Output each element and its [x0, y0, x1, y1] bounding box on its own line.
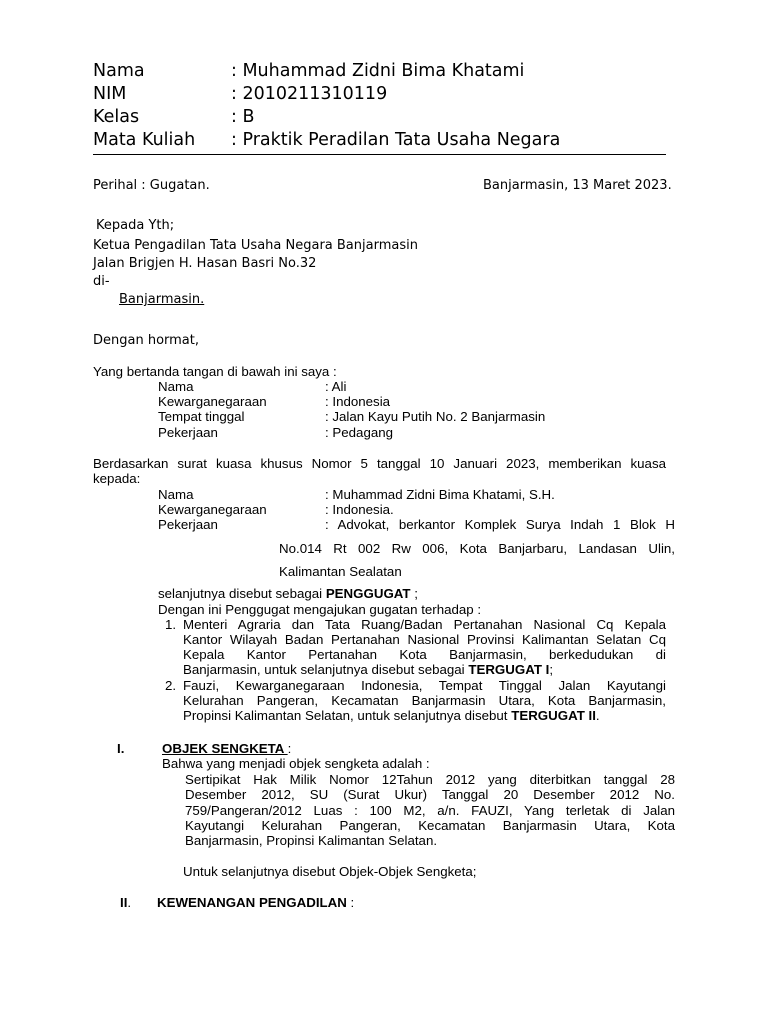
kelas-label: Kelas [93, 107, 140, 127]
tergugat-1-term: TERGUGAT I [468, 662, 550, 677]
address-city: Banjarmasin. [119, 292, 205, 307]
tergugat-2-number: 2. [165, 678, 177, 693]
address-line-2: Jalan Brigjen H. Hasan Basri No.32 [93, 256, 317, 271]
field-value: : Indonesia. [325, 502, 394, 517]
field-value: : Indonesia [325, 394, 391, 409]
tergugat-1-line-3: Kepala Kantor Pertanahan Kota Banjarmasin, berkedudukan di [183, 647, 666, 662]
field-label: Nama [158, 379, 194, 394]
section-2-title: KEWENANGAN PENGADILAN [157, 895, 347, 910]
kuasa-line-1: Berdasarkan surat kuasa khusus Nomor 5 tanggal 10 Januari 2023, memberikan kuasa [93, 456, 666, 471]
section-1-number: I. [117, 741, 125, 756]
section-1-paragraph-line: Banjarmasin, Propinsi Kalimantan Selatan. [185, 833, 438, 848]
dengan-ini: Dengan ini Penggugat mengajukan gugatan terhadap : [158, 602, 482, 617]
nama-value: : Muhammad Zidni Bima Khatami [231, 61, 525, 81]
section-1-paragraph-line: Kayutangi Kelurahan Pangeran, Kecamatan Banjarmasin Utara, Kota [185, 818, 675, 833]
field-label: Tempat tinggal [158, 409, 245, 424]
tergugat-2-term: TERGUGAT II [511, 708, 596, 723]
penggugat-term: PENGGUGAT [325, 586, 411, 601]
selanjutnya-penggugat: selanjutnya disebut sebagai PENGGUGAT ; [158, 586, 418, 601]
field-value: : Muhammad Zidni Bima Khatami, S.H. [325, 487, 555, 502]
tergugat-2-line-1: Fauzi, Kewarganegaraan Indonesia, Tempat Tinggal Jalan Kayutangi [183, 678, 666, 693]
address-line-1: Ketua Pengadilan Tata Usaha Negara Banjarmasin [93, 238, 418, 253]
section-1-paragraph-line: Sertipikat Hak Milik Nomor 12Tahun 2012 yang diterbitkan tanggal 28 [185, 772, 675, 787]
kelas-value: : B [231, 107, 255, 127]
kuasa-line-2: kepada: [93, 471, 141, 486]
kepada-yth: Kepada Yth; [96, 218, 175, 233]
field-label: Nama [158, 487, 194, 502]
section-1-heading: OBJEK SENGKETA : [162, 741, 292, 756]
address-di: di- [93, 274, 110, 289]
nim-label: NIM [93, 84, 127, 104]
section-1-paragraph-line: 759/Pangeran/2012 Luas : 100 M2, a/n. FAUZI, Yang terletak di Jalan [185, 803, 675, 818]
field-label: Kewarganegaraan [158, 502, 267, 517]
field-label: Pekerjaan [158, 517, 218, 532]
intro-text: Yang bertanda tangan di bawah ini saya : [93, 364, 337, 379]
section-1-paragraph-line: Desember 2012, SU (Surat Ukur) Tanggal 20 Desember 2012 No. [185, 787, 675, 802]
section-2-number: II. [120, 895, 132, 910]
tergugat-1-line-2: Kantor Wilayah Badan Pertanahan Nasional Provinsi Kalimantan Selatan Cq [183, 632, 666, 647]
salam: Dengan hormat, [93, 333, 200, 348]
perihal: Perihal : Gugatan. [93, 178, 210, 193]
kuasa-address-2: Kalimantan Sealatan [279, 564, 402, 579]
nim-value: : 2010211310119 [231, 84, 388, 104]
section-1-after: Untuk selanjutnya disebut Objek-Objek Sengketa; [183, 864, 477, 879]
tergugat-1-line-4: Banjarmasin, untuk selanjutnya disebut sebagai TERGUGAT I; [183, 662, 554, 677]
section-1-title: OBJEK SENGKETA [162, 741, 288, 756]
field-value: : Jalan Kayu Putih No. 2 Banjarmasin [325, 409, 546, 424]
tergugat-1-number: 1. [165, 617, 177, 632]
mata-kuliah-value: : Praktik Peradilan Tata Usaha Negara [231, 130, 561, 150]
tergugat-2-line-2: Kelurahan Pangeran, Kecamatan Banjarmasin Utara, Kota Banjarmasin, [183, 693, 666, 708]
section-1-intro: Bahwa yang menjadi objek sengketa adalah : [162, 756, 430, 771]
letter-date: Banjarmasin, 13 Maret 2023. [483, 178, 672, 193]
field-value: : Advokat, berkantor Komplek Surya Indah 1 Blok H [325, 517, 675, 532]
mata-kuliah-label: Mata Kuliah [93, 130, 196, 150]
section-2-heading: KEWENANGAN PENGADILAN : [157, 895, 355, 910]
field-label: Kewarganegaraan [158, 394, 267, 409]
kuasa-address-1: No.014 Rt 002 Rw 006, Kota Banjarbaru, Landasan Ulin, [279, 541, 675, 556]
tergugat-2-line-3: Propinsi Kalimantan Selatan, untuk selanjutnya disebut TERGUGAT II. [183, 708, 600, 723]
field-value: : Pedagang [325, 425, 394, 440]
header-divider [93, 154, 666, 155]
field-label: Pekerjaan [158, 425, 218, 440]
nama-label: Nama [93, 61, 145, 81]
field-value: : Ali [325, 379, 347, 394]
tergugat-1-line-1: Menteri Agraria dan Tata Ruang/Badan Pertanahan Nasional Cq Kepala [183, 617, 666, 632]
